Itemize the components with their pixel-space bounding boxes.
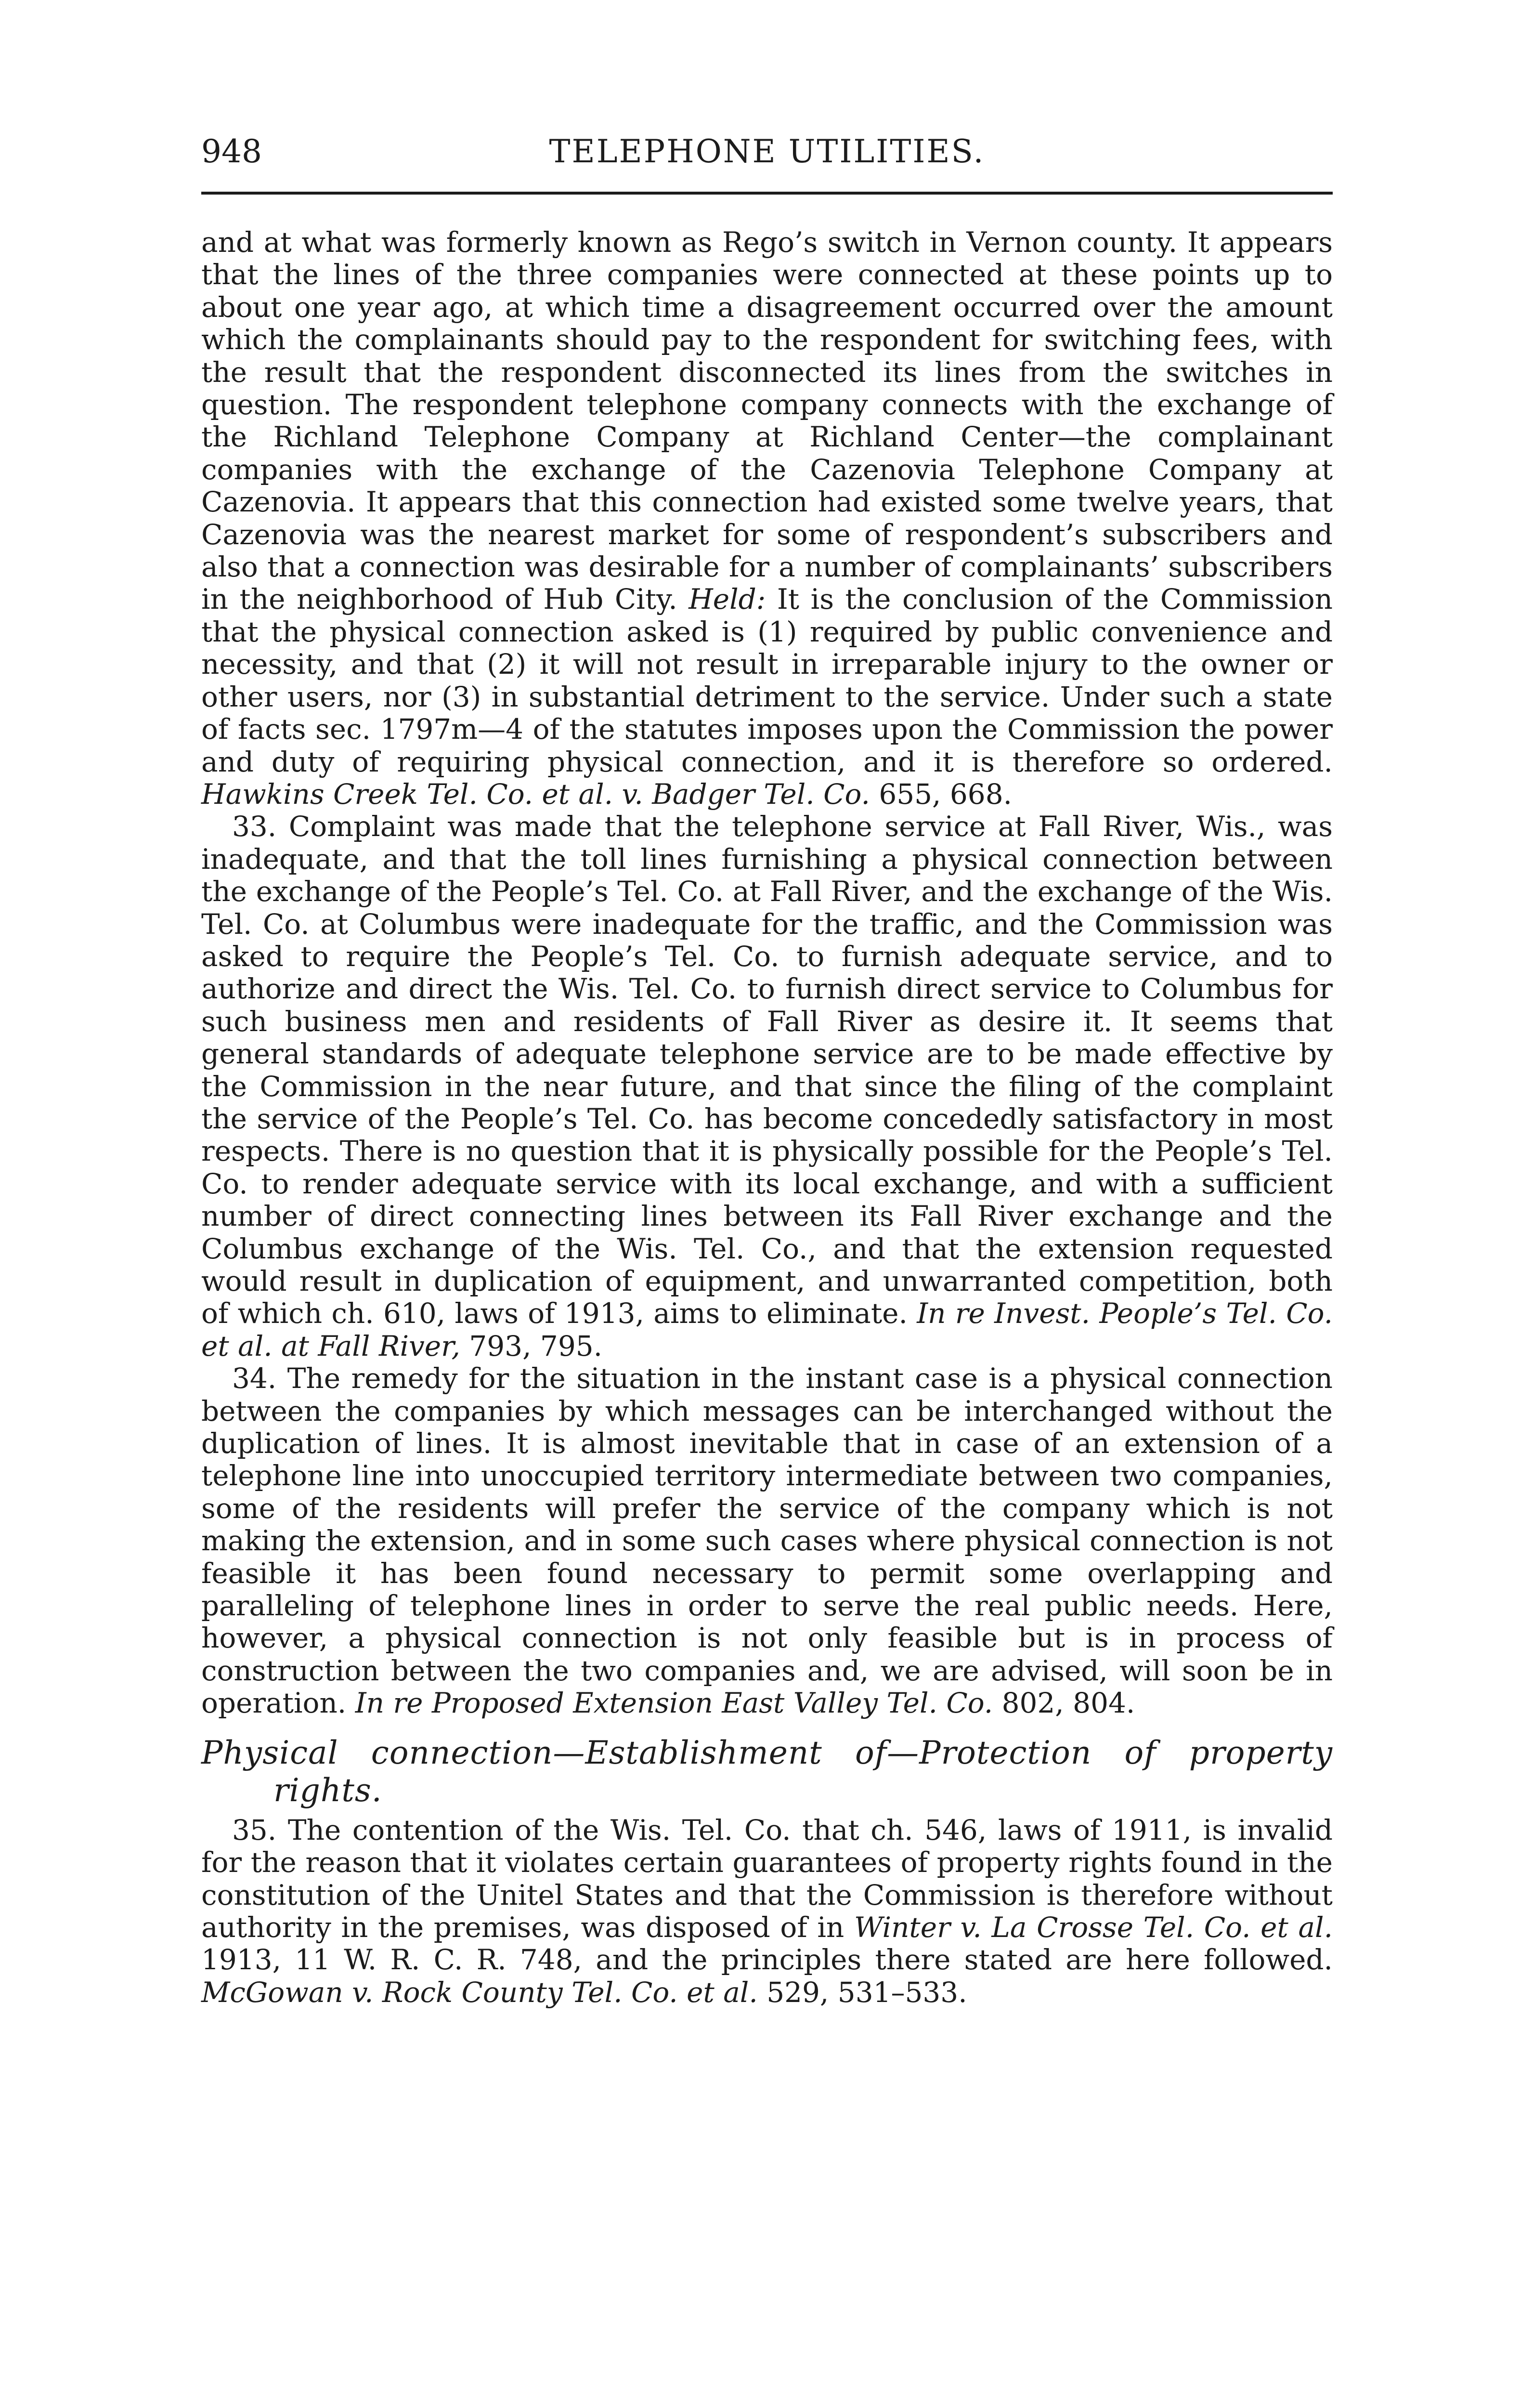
- citation-pages: 793, 795.: [460, 1329, 603, 1362]
- paragraph-33: [201, 811, 1333, 1362]
- case-citation: In re Proposed Extension East Valley Tel. Co.: [355, 1687, 993, 1720]
- case-citation: In re Invest. People’s Tel. Co. et al. at Fall River,: [201, 1297, 1333, 1362]
- body-text: [201, 226, 1333, 2009]
- paragraph-continuation: [201, 226, 1333, 811]
- paragraph-text: 35. The contention of the Wis. Tel. Co. that ch. 546, laws of 1911, is invalid for the reason that it violates certain guarantees of property rights found in the constitution of the Unitel States and that the Commission is therefore without authority in the premises, was disposed of in: [201, 1813, 1333, 1944]
- case-citation: McGowan v. Rock County Tel. Co. et al.: [201, 1976, 758, 2009]
- citation-pages: 655, 668.: [870, 777, 1013, 811]
- paragraph-34: [201, 1362, 1333, 1719]
- paragraph-35: [201, 1814, 1333, 2009]
- case-citation: Hawkins Creek Tel. Co. et al. v. Badger Tel. Co.: [201, 777, 870, 811]
- paragraph-text: 34. The remedy for the situation in the instant case is a physical connection between the companies by which messages can be interchanged without the duplication of lines. It is almost inevitable that in case of an extension of a telephone line into unoccupied territory intermediate between two companies, some of the residents will prefer the service of the company which is not making the extension, and in some such cases where physical connection is not feasible it has been found necessary to permit some overlapping and paralleling of telephone lines in order to serve the real public needs. Here, however, a physical connection is not only feasible but is in process of construction between the two companies and, we are advised, will soon be in operation.: [201, 1362, 1333, 1720]
- paragraph-text: and at what was formerly known as Rego’s switch in Vernon county. It appears that the lines of the three companies were connected at these points up to about one year ago, at which time a disagreement occurred over the amount which the complainants should pay to the respondent for switching fees, with the result that the respondent disconnected its lines from the switches in question. The respondent telephone company connects with the exchange of the Richland Telephone Company at Richland Center—the complainant companies with the exchange of the Cazenovia Telephone Company at Cazenovia. It appears that this connection had existed some twelve years, that Cazenovia was the nearest market for some of respondent’s subscribers and also that a connection was desirable for a number of complainants’ subscribers in the neighborhood of Hub City.: [201, 226, 1333, 616]
- page-header: [201, 130, 1333, 173]
- header-rule: [201, 192, 1333, 195]
- paragraph-text: 33. Complaint was made that the telephone service at Fall River, Wis., was inadequate, and that the toll lines furnishing a physical connection between the exchange of the People’s Tel. Co. at Fall River, and the exchange of the Wis. Tel. Co. at Columbus were inadequate for the traffic, and the Commission was asked to require the People’s Tel. Co. to furnish adequate service, and to authorize and direct the Wis. Tel. Co. to furnish direct service to Columbus for such business men and residents of Fall River as desire it. It seems that general standards of adequate telephone service are to be made effective by the Commission in the near future, and that since the filing of the complaint the service of the People’s Tel. Co. has become concededly satisfactory in most respects. There is no question that it is physically possible for the People’s Tel. Co. to render adequate service with its local exchange, and with a sufficient number of direct connecting lines between its Fall River exchange and the Columbus exchange of the Wis. Tel. Co., and that the extension requested would result in duplication of equipment, and unwarranted competition, both of which ch. 610, laws of 1913, aims to eliminate.: [201, 810, 1333, 1330]
- case-citation: Winter v. La Crosse Tel. Co. et al.: [854, 1911, 1333, 1944]
- page-number: 948: [201, 133, 262, 170]
- held-label: Held:: [689, 583, 766, 616]
- paragraph-text: 1913, 11 W. R. C. R. 748, and the principles there stated are here followed.: [201, 1943, 1333, 1976]
- running-title: TELEPHONE UTILITIES.: [549, 133, 985, 170]
- citation-pages: 802, 804.: [993, 1687, 1135, 1720]
- paragraph-text: It is the conclusion of the Commission that the physical connection asked is (1) required by public convenience and necessity, and that (2) it will not result in irreparable injury to the owner or other users, nor (3) in substantial detriment to the service. Under such a state of facts sec. 1797m—4 of the statutes imposes upon the Commission the power and duty of requiring physical connection, and it is therefore so ordered.: [201, 583, 1333, 778]
- citation-pages: 529, 531–533.: [757, 1976, 967, 2009]
- section-heading: Physical connection—Establishment of—Protection of property rights.: [201, 1734, 1333, 1809]
